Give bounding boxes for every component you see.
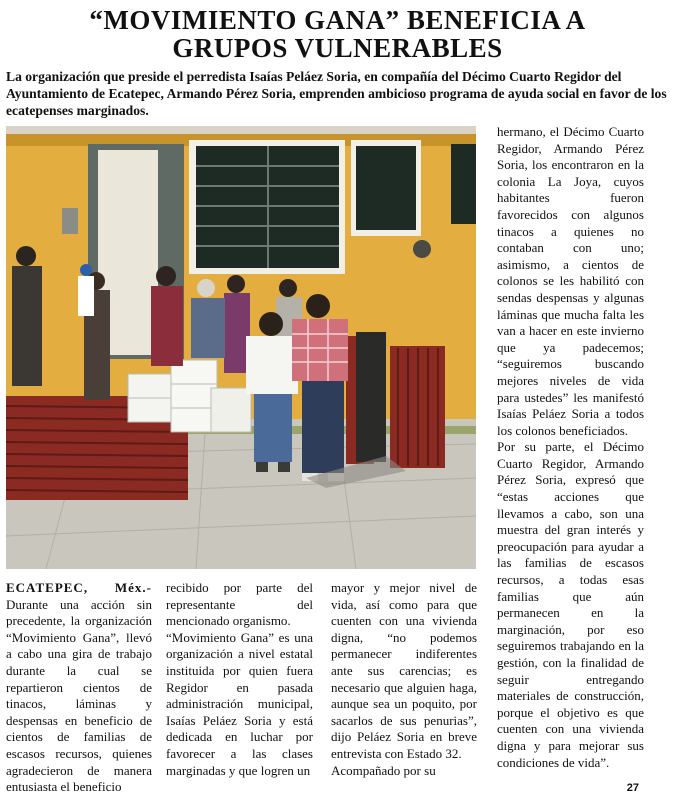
column-1 xyxy=(6,580,152,796)
headline-line-1: “MOVIMIENTO GANA” BENEFICIA A xyxy=(89,5,586,35)
article-photo xyxy=(6,126,476,569)
right-column-paragraph-2: Por su parte, el Décimo Cuarto Regidor, Armando Pérez Soria, expresó que “estas acciones que llevamos a cabo, son una muestra del gran interés y preocupación para ayudar a las familias de escasos recursos, a todas esas familias que aún permanecen en la marginación, por eso seguiremos trabajando en la gestión, con la finalidad de seguir entregando materiales de construcción, porque el objetivo es que cuenten con una vivienda digna y para mejorar sus condiciones de vida”. xyxy=(497,439,644,770)
right-column xyxy=(497,124,644,771)
page-number: 27 xyxy=(626,782,639,794)
lede-paragraph: La organización que preside el perredista Isaías Peláez Soria, en compañía del Décimo Cuarto Regidor del Ayuntamiento de Ecatepec, Armando Pérez Soria, emprenden ambicioso programa de ayuda social en favor de los ecatepenses marginados. xyxy=(6,69,667,118)
column-1-text: Durante una acción sin precedente, la organización “Movimiento Gana”, llevó a cabo una gira de trabajo durante la cual se repartieron cientos de tinacos, láminas y despensas en beneficio de cientos de familias de escasos recursos, quienes agradecieron de manera entusiasta el beneficio xyxy=(6,596,152,795)
headline xyxy=(0,6,675,62)
column-2-paragraph-2: “Movimiento Gana” es una organización a nivel estatal instituida por quien fuera Regidor en pasada administración municipal, Isaías Peláez Soria y está dedicada en luchar por favorecer a las clases marginadas y que logren un xyxy=(166,629,313,778)
column-2 xyxy=(166,580,313,779)
column-3-paragraph-1: mayor y mejor nivel de vida, así como para que cuenten con una vivienda digna, “no podemos permanecer indiferentes ante sus carencias; es necesario que alguien haga, aunque sea un poquito, por sacarlos de sus penurias”, dijo Peláez Soria en breve entrevista con Estado 32. xyxy=(331,580,477,761)
right-column-paragraph-1: hermano, el Décimo Cuarto Regidor, Armando Pérez Soria, los encontraron en la colonia La Joya, cuyos habitantes fueron favorecidos con algunos tinacos a quienes no contaban con uno; asimismo, a cientos de colonos se les habilitó con sendas despensas y algunas láminas que mucha falta les van a hacer en este invierno que ya padecemos; “seguiremos buscando mejores niveles de vida para ustedes” les manifestó Isaías Peláez Soria a todos los colonos beneficiados. xyxy=(497,124,644,438)
column-3 xyxy=(331,580,477,779)
column-2-paragraph-1: recibido por parte del representante del mencionado organismo. xyxy=(166,580,313,629)
dateline: ECATEPEC, Méx.- xyxy=(6,580,152,595)
column-3-paragraph-2: Acompañado por su xyxy=(331,762,436,778)
headline-line-2: GRUPOS VULNERABLES xyxy=(172,33,503,63)
